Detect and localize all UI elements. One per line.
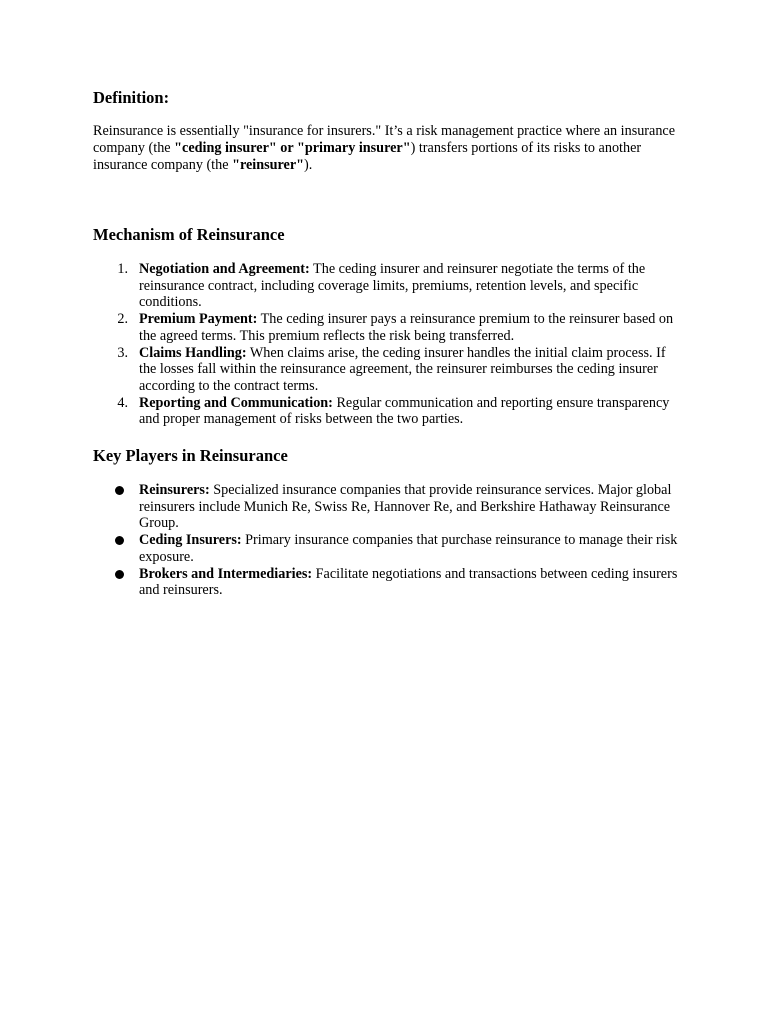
list-item	[93, 395, 683, 428]
list-item-text: Facilitate negotiations and transactions between ceding insurers and reinsurers.	[139, 565, 678, 599]
bullet-icon	[115, 536, 124, 545]
list-item-term: Reinsurers:	[139, 482, 210, 498]
list-number: 3.	[117, 344, 128, 361]
list-item-term: Brokers and Intermediaries:	[139, 565, 313, 582]
bullet-icon	[115, 570, 124, 579]
list-item-term: Claims Handling:	[139, 344, 247, 361]
mechanism-list	[93, 261, 683, 428]
list-item-term: Negotiation and Agreement:	[139, 261, 310, 277]
bullet-icon	[115, 486, 124, 495]
key-players-list	[93, 482, 683, 599]
definition-heading: Definition:	[93, 88, 170, 107]
mechanism-heading: Mechanism of Reinsurance	[93, 225, 285, 244]
list-item-text: The ceding insurer and reinsurer negotiate the terms of the reinsurance contract, including coverage limits, premiums, retention levels, and specific conditions.	[139, 261, 646, 311]
list-number: 2.	[117, 311, 128, 328]
list-item	[93, 345, 683, 395]
list-item-text: Specialized insurance companies that provide reinsurance services. Major global reinsurers include Munich Re, Swiss Re, Hannover Re, and Berkshire Hathaway Reinsurance Group.	[139, 482, 672, 532]
list-item-text: The ceding insurer pays a reinsurance premium to the reinsurer based on the agreed terms. This premium reflects the risk being transferred.	[139, 311, 674, 344]
definition-text-1: Reinsurance is essentially "insurance for insurers." It’s a risk management practice where an insurance company (the	[93, 123, 676, 156]
list-item-term: Reporting and Communication:	[139, 394, 333, 411]
definition-bold-ceding-insurer: "ceding insurer" or "primary insurer"	[174, 140, 411, 156]
list-number: 4.	[117, 394, 128, 411]
list-item-term: Premium Payment:	[139, 311, 258, 328]
list-item	[93, 532, 683, 565]
definition-text-2: ) transfers portions of its risks to another insurance company (the	[93, 140, 642, 173]
list-number: 1.	[117, 261, 128, 277]
list-item	[93, 311, 683, 344]
definition-bold-reinsurer: "reinsurer"	[232, 157, 305, 173]
list-item-text: Primary insurance companies that purchase reinsurance to manage their risk exposure.	[139, 532, 678, 565]
list-item	[93, 482, 683, 532]
list-item-term: Ceding Insurers:	[139, 532, 242, 549]
definition-text-3: ).	[304, 157, 313, 173]
list-item	[93, 261, 683, 311]
list-item-text: When claims arise, the ceding insurer handles the initial claim process. If the losses fall within the reinsurance agreement, the reinsurer reimburses the ceding insurer according to the contract terms.	[139, 344, 666, 394]
definition-paragraph	[93, 123, 683, 174]
list-item-text: Regular communication and reporting ensure transparency and proper management of risks between the two parties.	[139, 394, 670, 428]
key-players-heading: Key Players in Reinsurance	[93, 446, 288, 465]
list-item	[93, 566, 683, 599]
